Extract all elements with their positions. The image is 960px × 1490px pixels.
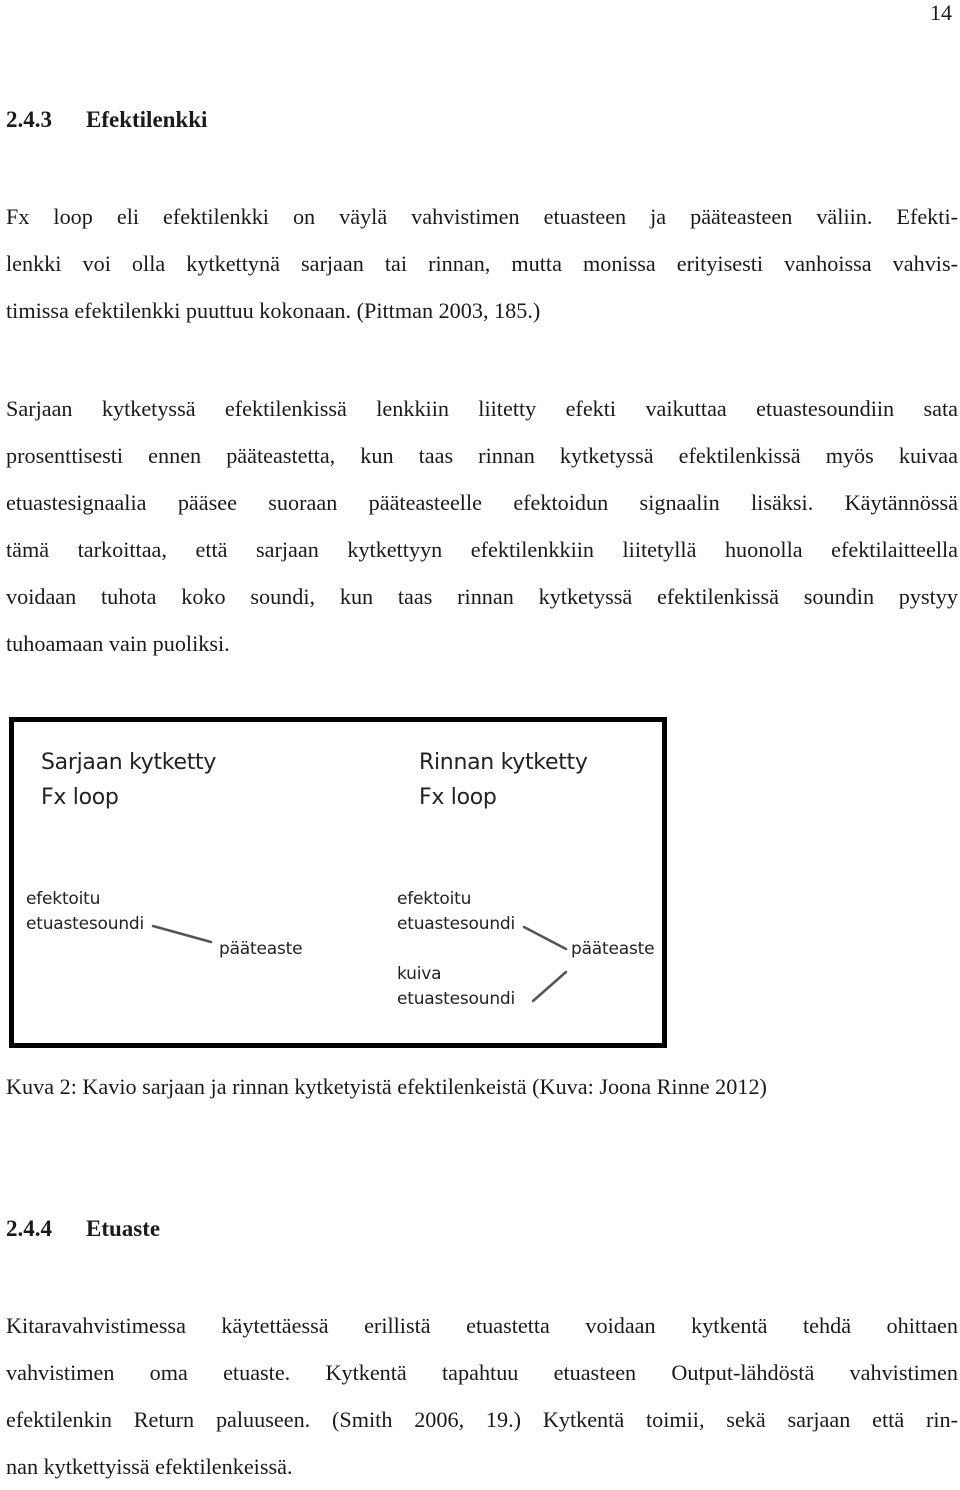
section-number: 2.4.3 (6, 107, 52, 132)
series-title-line1: Sarjaan kytketty (41, 750, 217, 775)
parallel-source-line1: efektoitu (397, 889, 472, 909)
series-source-line2: etuastesoundi (26, 914, 145, 934)
text-line: tuhoamaan vain puoliksi. (6, 631, 230, 656)
text-line: timissa efektilenkki puuttuu kokonaan. (Pittman 2003, 185.) (6, 298, 541, 323)
parallel-effect-arrow (524, 927, 566, 949)
text-line: tämä tarkoittaa, että sarjaan kytkettyyn efektilenkkiin liitetyllä huonolla efektilaitteella (6, 537, 958, 562)
text-line: efektilenkin Return paluuseen. (Smith 2006, 19.) Kytkentä toimii, sekä sarjaan että rin- (6, 1407, 958, 1432)
series-arrow (153, 926, 211, 942)
fx-loop-figure (9, 717, 667, 1048)
page-number: 14 (930, 0, 952, 25)
text-line: prosenttisesti ennen pääteastetta, kun taas rinnan kytketyssä efektilenkissä myös kuivaa (6, 443, 958, 468)
parallel-target-label: pääteaste (571, 939, 655, 959)
parallel-dry-line2: etuastesoundi (397, 989, 516, 1009)
text-line: Fx loop eli efektilenkki on väylä vahvistimen etuasteen ja pääteasteen väliin. Efekti- (6, 204, 958, 229)
section-title: Etuaste (86, 1216, 161, 1241)
series-source-line1: efektoitu (26, 889, 101, 909)
series-title-line2: Fx loop (41, 785, 119, 810)
text-line: Sarjaan kytketyssä efektilenkissä lenkkiin liitetty efekti vaikuttaa etuastesoundiin sata (6, 396, 958, 421)
figure-arrows (14, 722, 662, 1043)
text-line: voidaan tuhota koko soundi, kun taas rinnan kytketyssä efektilenkissä soundin pystyy (6, 584, 958, 609)
paragraph-series-parallel (6, 385, 958, 667)
parallel-source-line2: etuastesoundi (397, 914, 516, 934)
section-title: Efektilenkki (86, 107, 208, 132)
figure-caption: Kuva 2: Kavio sarjaan ja rinnan kytketyistä efektilenkeistä (Kuva: Joona Rinne 2012) (6, 1074, 767, 1099)
paragraph-etuaste (6, 1302, 958, 1490)
parallel-title-line1: Rinnan kytketty (419, 750, 588, 775)
paragraph-fx-loop (6, 193, 958, 334)
text-line: lenkki voi olla kytkettynä sarjaan tai rinnan, mutta monissa erityisesti vanhoissa vahvis- (6, 251, 958, 276)
text-line: vahvistimen oma etuaste. Kytkentä tapahtuu etuasteen Output-lähdöstä vahvistimen (6, 1360, 958, 1385)
section-number: 2.4.4 (6, 1216, 52, 1241)
text-line: nan kytkettyissä efektilenkeissä. (6, 1454, 293, 1479)
section-heading-etuaste (6, 1215, 160, 1243)
parallel-title-line2: Fx loop (419, 785, 497, 810)
parallel-dry-arrow (533, 972, 566, 1001)
series-target-label: pääteaste (219, 939, 303, 959)
text-line: etuastesignaalia pääsee suoraan pääteasteelle efektoidun signaalin lisäksi. Käytännössä (6, 490, 958, 515)
text-line: Kitaravahvistimessa käytettäessä erillistä etuastetta voidaan kytkentä tehdä ohittaen (6, 1313, 958, 1338)
parallel-dry-line1: kuiva (397, 964, 442, 984)
section-heading-efektilenkki (6, 106, 207, 134)
